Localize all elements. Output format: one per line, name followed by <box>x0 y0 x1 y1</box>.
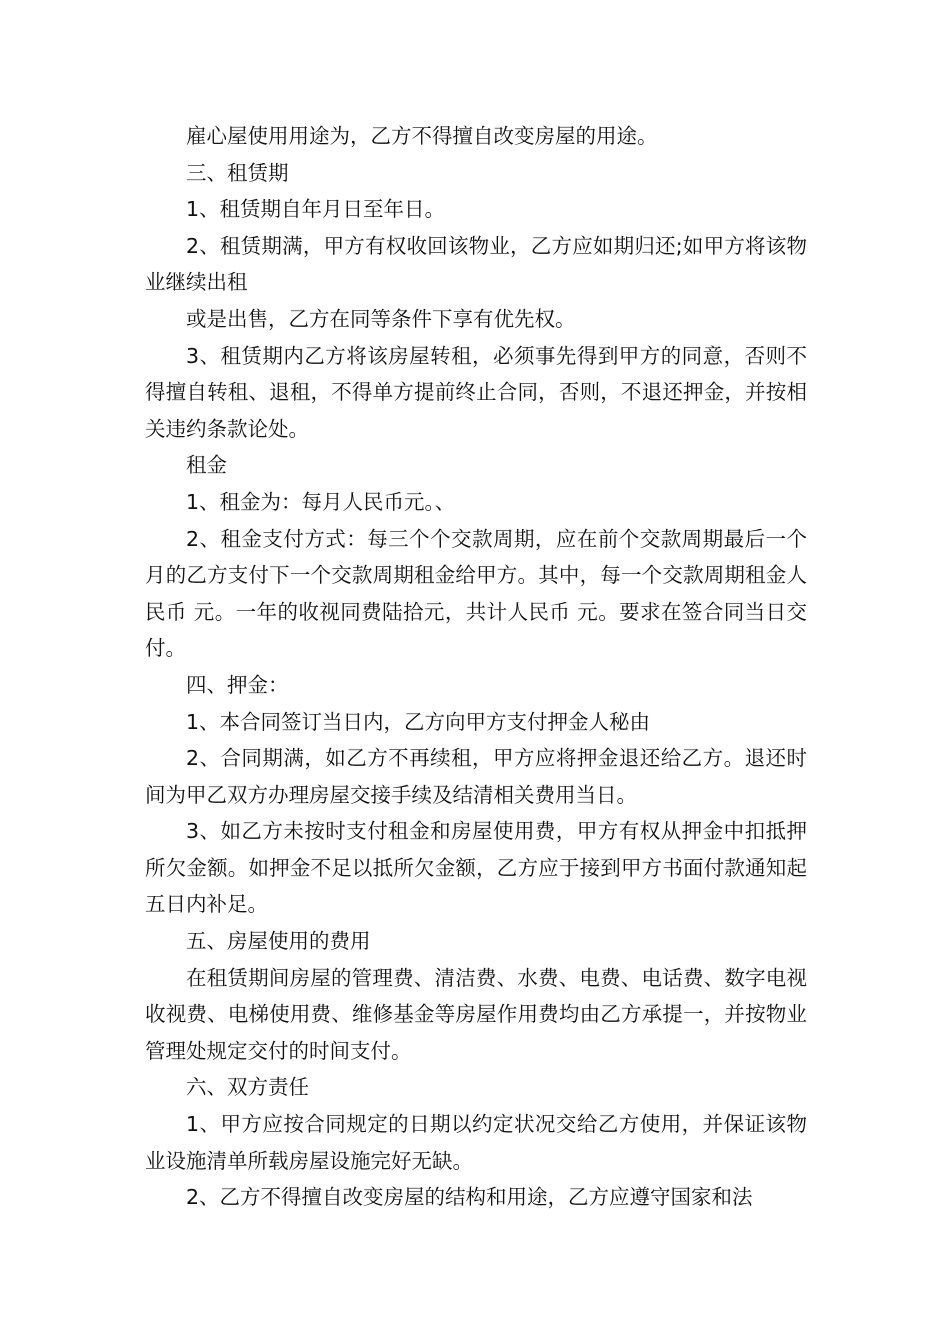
heading-lease-term: 三、租赁期 <box>186 160 289 185</box>
paragraph-tenant-duty: 2、乙方不得擅自改变房屋的结构和用途，乙方应遵守国家和法 <box>186 1185 753 1210</box>
paragraph-deposit-payment: 1、本合同签订当日内，乙方向甲方支付押金人秘由 <box>186 709 651 734</box>
paragraph-rent-payment: 2、租金支付方式：每三个个交款周期，应在前个交款周期最后一个月的乙方支付下一个交款周期租金给甲方。其中，每一个交款周期租金人民币 元。一年的收视同费陆拾元，共计人民币 元。要求在签合同当日交付。 <box>145 526 807 661</box>
document-body <box>145 118 807 1216</box>
paragraph-rent-amount: 1、租金为：每月人民币元。、 <box>186 489 456 514</box>
paragraph-lease-expiry: 2、租赁期满，甲方有权收回该物业，乙方应如期归还;如甲方将该物业继续出租 <box>145 233 807 295</box>
heading-rent: 租金 <box>186 453 227 478</box>
paragraph-priority-right: 或是出售，乙方在同等条件下享有优先权。 <box>186 306 576 331</box>
heading-deposit: 四、押金： <box>186 672 289 697</box>
paragraph-usage-restriction: 雇心屋使用用途为，乙方不得擅自改变房屋的用途。 <box>186 124 658 148</box>
paragraph-lease-period: 1、租赁期自年月日至年日。 <box>186 197 446 222</box>
paragraph-usage-fees: 在租赁期间房屋的管理费、清洁费、水费、电费、电话费、数字电视收视费、电梯使用费、维修基金等房屋作用费均由乙方承提一，并按物业管理处规定交付的时间支付。 <box>145 965 807 1063</box>
heading-usage-fees: 五、房屋使用的费用 <box>186 929 371 954</box>
paragraph-deposit-refund: 2、合同期满，如乙方不再续租，甲方应将押金退还给乙方。退还时间为甲乙双方办理房屋交接手续及结清相关费用当日。 <box>145 746 807 807</box>
paragraph-deposit-deduction: 3、如乙方未按时支付租金和房屋使用费，甲方有权从押金中扣抵押所欠金额。如押金不足以抵所欠金额，乙方应于接到甲方书面付款通知起五日内补足。 <box>145 819 807 917</box>
heading-responsibilities: 六、双方责任 <box>186 1075 309 1100</box>
paragraph-sublease: 3、租赁期内乙方将该房屋转租，必须事先得到甲方的同意，否则不得擅自转租、退租，不得单方提前终止合同，否则，不退还押金，并按相关违约条款论处。 <box>145 343 807 441</box>
paragraph-landlord-duty: 1、甲方应按合同规定的日期以约定状况交给乙方使用，并保证该物业设施清单所载房屋设施完好无缺。 <box>145 1112 807 1173</box>
